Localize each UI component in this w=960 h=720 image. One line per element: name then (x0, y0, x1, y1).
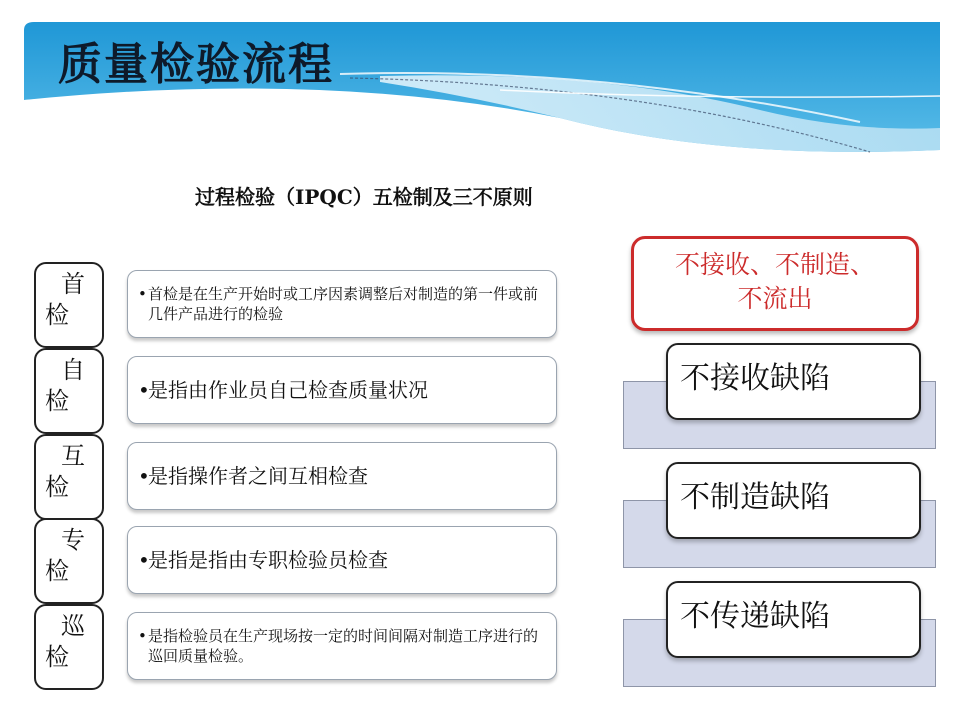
inspection-description: • 是指检验员在生产现场按一定的时间间隔对制造工序进行的巡回质量检验。 (138, 626, 542, 666)
inspection-tag (34, 348, 104, 434)
tag-char: 检 (45, 387, 69, 415)
inspection-tag (34, 518, 104, 604)
defect-card (666, 581, 921, 658)
title-banner (0, 0, 960, 170)
inspection-description-box (127, 612, 557, 680)
inspection-description-box (127, 526, 557, 594)
inspection-description-box (127, 356, 557, 424)
inspection-description: • 是指操作者之间互相检查 (138, 463, 368, 489)
inspection-row-patrol (34, 604, 560, 696)
inspection-row-dedicated (34, 518, 560, 610)
defect-card (666, 343, 921, 420)
inspection-tag (34, 262, 104, 348)
inspection-description: • 是指是指由专职检验员检查 (138, 547, 388, 573)
tag-char: 检 (45, 473, 69, 501)
inspection-tag (34, 604, 104, 690)
inspection-description-box (127, 442, 557, 510)
defect-label: 不接收缺陷 (680, 361, 830, 396)
inspection-description-box (127, 270, 557, 338)
inspection-description: • 首检是在生产开始时或工序因素调整后对制造的第一件或前几件产品进行的检验 (138, 284, 542, 324)
tag-char: 巡 (61, 612, 85, 640)
tag-char: 自 (61, 356, 85, 384)
principle-line: 不接收、不制造、 (674, 250, 875, 279)
inspection-tag (34, 434, 104, 520)
tag-char: 检 (45, 557, 69, 585)
tag-char: 互 (61, 442, 85, 470)
defect-label: 不传递缺陷 (680, 599, 830, 634)
inspection-row-self (34, 348, 560, 440)
slide-subtitle: 过程检验（IPQC）五检制及三不原则 (195, 185, 533, 209)
tag-char: 检 (45, 301, 69, 329)
defect-card (666, 462, 921, 539)
principle-line: 不流出 (737, 284, 813, 313)
tag-char: 首 (61, 270, 85, 298)
inspection-row-first (34, 262, 560, 354)
tag-char: 专 (61, 526, 85, 554)
page-title: 质量检验流程 (58, 39, 334, 90)
tag-char: 检 (45, 643, 69, 671)
three-no-principle-box (631, 236, 919, 331)
inspection-row-mutual (34, 434, 560, 526)
defect-label: 不制造缺陷 (680, 480, 830, 515)
inspection-description: • 是指由作业员自己检查质量状况 (138, 377, 428, 403)
